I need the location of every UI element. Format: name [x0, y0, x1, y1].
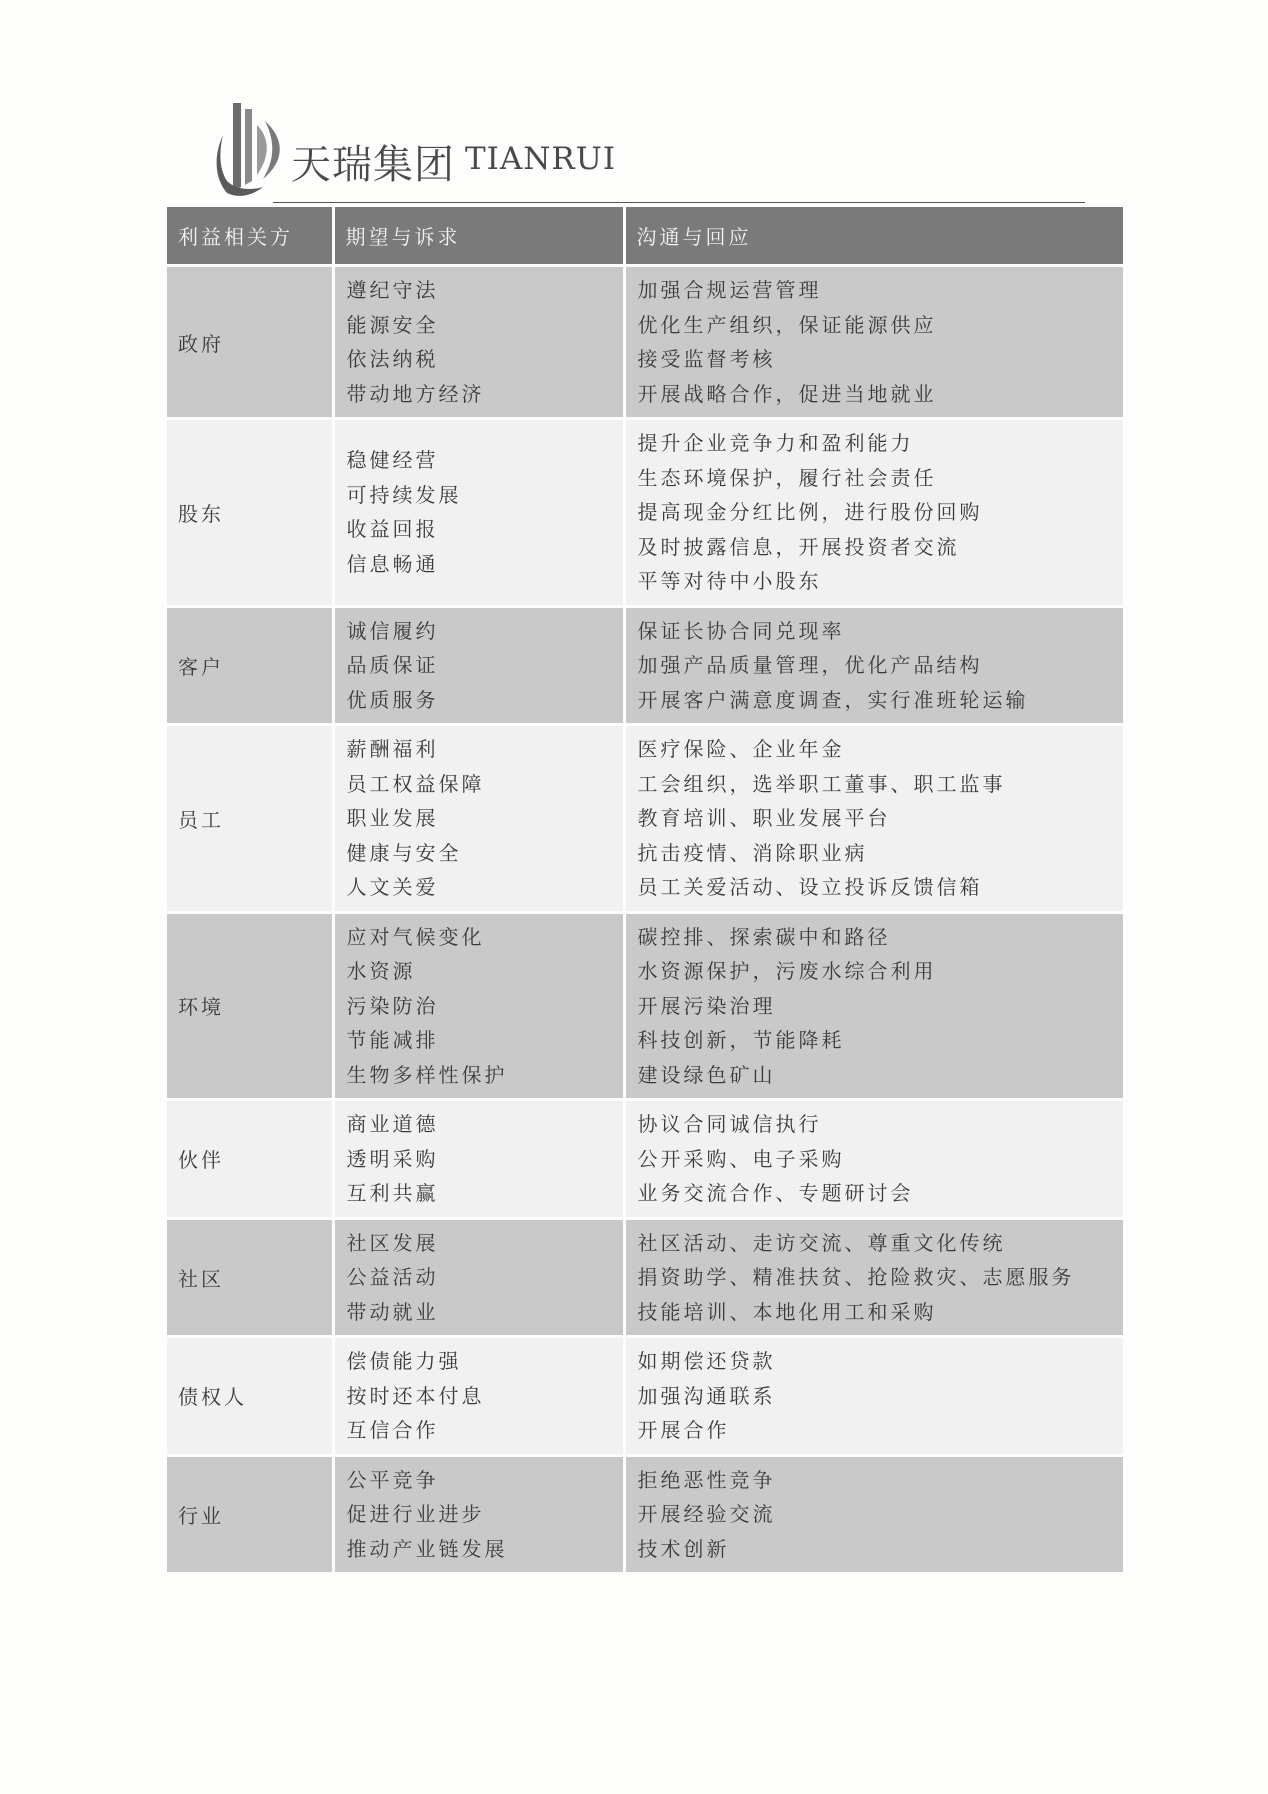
- expectation-item: 带动就业: [346, 1299, 439, 1324]
- stakeholder-cell: 伙伴: [167, 1100, 333, 1219]
- expectation-item: 偿债能力强: [346, 1349, 462, 1373]
- header-expectations: 期望与诉求: [333, 207, 624, 266]
- stakeholder-cell: 行业: [167, 1455, 333, 1572]
- page-header: [205, 95, 1085, 210]
- stakeholder-cell: 政府: [167, 266, 333, 419]
- table-row: [167, 419, 1123, 607]
- header-divider: [273, 202, 1085, 203]
- response-item: 如期偿还贷款: [637, 1349, 776, 1373]
- header-stakeholder: 利益相关方: [167, 207, 333, 266]
- expectation-item: 生物多样性保护: [346, 1062, 508, 1087]
- responses-cell: [624, 912, 1123, 1100]
- response-item: 科技创新，节能降耗: [637, 1028, 845, 1052]
- response-item: 加强合规运营管理: [637, 278, 822, 302]
- response-item: 技能培训、本地化用工和采购: [637, 1299, 937, 1324]
- expectation-item: 人文关爱: [346, 875, 439, 899]
- expectations-cell: [333, 912, 624, 1100]
- response-item: 加强沟通联系: [637, 1383, 776, 1408]
- stakeholder-table: [167, 207, 1123, 1572]
- company-name-cn: 天瑞集团: [291, 142, 455, 188]
- response-item: 社区活动、走访交流、尊重文化传统: [637, 1230, 1006, 1255]
- expectation-item: 社区发展: [346, 1230, 439, 1255]
- responses-cell: [624, 1455, 1123, 1572]
- response-item: 拒绝恶性竞争: [637, 1467, 776, 1492]
- expectation-item: 健康与安全: [346, 840, 462, 865]
- expectation-item: 推动产业链发展: [346, 1536, 508, 1561]
- response-item: 捐资助学、精准扶贫、抢险救灾、志愿服务: [637, 1265, 1075, 1289]
- expectation-item: 品质保证: [346, 653, 439, 677]
- expectation-item: 遵纪守法: [346, 278, 439, 302]
- stakeholder-cell: 债权人: [167, 1337, 333, 1456]
- responses-cell: [624, 606, 1123, 725]
- stakeholder-cell: 员工: [167, 725, 333, 913]
- expectation-item: 公平竞争: [346, 1467, 439, 1492]
- expectations-cell: [333, 725, 624, 913]
- expectation-item: 互信合作: [346, 1418, 439, 1442]
- response-item: 医疗保险、企业年金: [637, 737, 845, 761]
- company-name-en: TIANRUI: [465, 141, 617, 177]
- table-row: [167, 1337, 1123, 1456]
- response-item: 开展污染治理: [637, 993, 776, 1018]
- expectations-cell: [333, 266, 624, 419]
- responses-cell: [624, 1337, 1123, 1456]
- expectation-item: 薪酬福利: [346, 737, 439, 761]
- expectation-item: 收益回报: [346, 517, 439, 542]
- expectation-item: 可持续发展: [346, 482, 462, 507]
- responses-cell: [624, 1100, 1123, 1219]
- response-item: 公开采购、电子采购: [637, 1146, 845, 1171]
- expectation-item: 公益活动: [346, 1265, 439, 1289]
- table-row: [167, 725, 1123, 913]
- response-item: 碳控排、探索碳中和路径: [637, 924, 891, 949]
- expectation-item: 诚信履约: [346, 618, 439, 643]
- table-header: [167, 207, 1123, 266]
- expectation-item: 依法纳税: [346, 347, 439, 371]
- response-item: 员工关爱活动、设立投诉反馈信箱: [637, 875, 983, 899]
- stakeholder-cell: 客户: [167, 606, 333, 725]
- stakeholder-cell: 股东: [167, 419, 333, 607]
- table-row: [167, 912, 1123, 1100]
- response-item: 保证长协合同兑现率: [637, 618, 845, 643]
- response-item: 平等对待中小股东: [637, 569, 822, 593]
- header-responses: 沟通与回应: [624, 207, 1123, 266]
- expectation-item: 水资源: [346, 959, 416, 983]
- expectations-cell: [333, 1218, 624, 1337]
- expectations-cell: [333, 419, 624, 607]
- expectation-item: 信息畅通: [346, 551, 439, 576]
- response-item: 开展合作: [637, 1418, 730, 1442]
- tianrui-logo-icon: [205, 95, 295, 200]
- response-item: 业务交流合作、专题研讨会: [637, 1181, 914, 1205]
- expectations-cell: [333, 1455, 624, 1572]
- table-body: [167, 266, 1123, 1573]
- expectation-item: 员工权益保障: [346, 771, 485, 796]
- response-item: 提升企业竞争力和盈利能力: [637, 431, 914, 455]
- expectation-item: 带动地方经济: [346, 381, 485, 406]
- response-item: 工会组织，选举职工董事、职工监事: [637, 771, 1006, 796]
- table-row: [167, 1100, 1123, 1219]
- response-item: 开展战略合作，促进当地就业: [637, 381, 937, 406]
- expectation-item: 促进行业进步: [346, 1502, 485, 1526]
- response-item: 加强产品质量管理，优化产品结构: [637, 653, 983, 677]
- expectation-item: 污染防治: [346, 993, 439, 1018]
- table-row: [167, 266, 1123, 419]
- expectation-item: 互利共赢: [346, 1181, 439, 1205]
- table-row: [167, 1218, 1123, 1337]
- expectation-item: 职业发展: [346, 806, 439, 830]
- response-item: 接受监督考核: [637, 347, 776, 371]
- expectation-item: 优质服务: [346, 687, 439, 712]
- expectation-item: 透明采购: [346, 1146, 439, 1171]
- expectations-cell: [333, 606, 624, 725]
- stakeholder-cell: 社区: [167, 1218, 333, 1337]
- table-row: [167, 1455, 1123, 1572]
- response-item: 水资源保护，污废水综合利用: [637, 959, 937, 983]
- stakeholder-cell: 环境: [167, 912, 333, 1100]
- response-item: 优化生产组织，保证能源供应: [637, 312, 937, 337]
- response-item: 抗击疫情、消除职业病: [637, 840, 868, 865]
- response-item: 教育培训、职业发展平台: [637, 806, 891, 830]
- expectations-cell: [333, 1100, 624, 1219]
- response-item: 协议合同诚信执行: [637, 1112, 822, 1136]
- responses-cell: [624, 1218, 1123, 1337]
- expectations-cell: [333, 1337, 624, 1456]
- response-item: 生态环境保护，履行社会责任: [637, 465, 937, 490]
- responses-cell: [624, 419, 1123, 607]
- response-item: 开展客户满意度调查，实行准班轮运输: [637, 687, 1029, 712]
- response-item: 建设绿色矿山: [637, 1062, 776, 1087]
- response-item: 提高现金分红比例，进行股份回购: [637, 500, 983, 524]
- expectation-item: 节能减排: [346, 1028, 439, 1052]
- table-row: [167, 606, 1123, 725]
- expectation-item: 按时还本付息: [346, 1383, 485, 1408]
- response-item: 开展经验交流: [637, 1502, 776, 1526]
- responses-cell: [624, 725, 1123, 913]
- expectation-item: 能源安全: [346, 312, 439, 337]
- response-item: 技术创新: [637, 1536, 730, 1561]
- expectation-item: 稳健经营: [346, 448, 439, 473]
- expectation-item: 应对气候变化: [346, 924, 485, 949]
- response-item: 及时披露信息，开展投资者交流: [637, 534, 960, 559]
- responses-cell: [624, 266, 1123, 419]
- expectation-item: 商业道德: [346, 1112, 439, 1136]
